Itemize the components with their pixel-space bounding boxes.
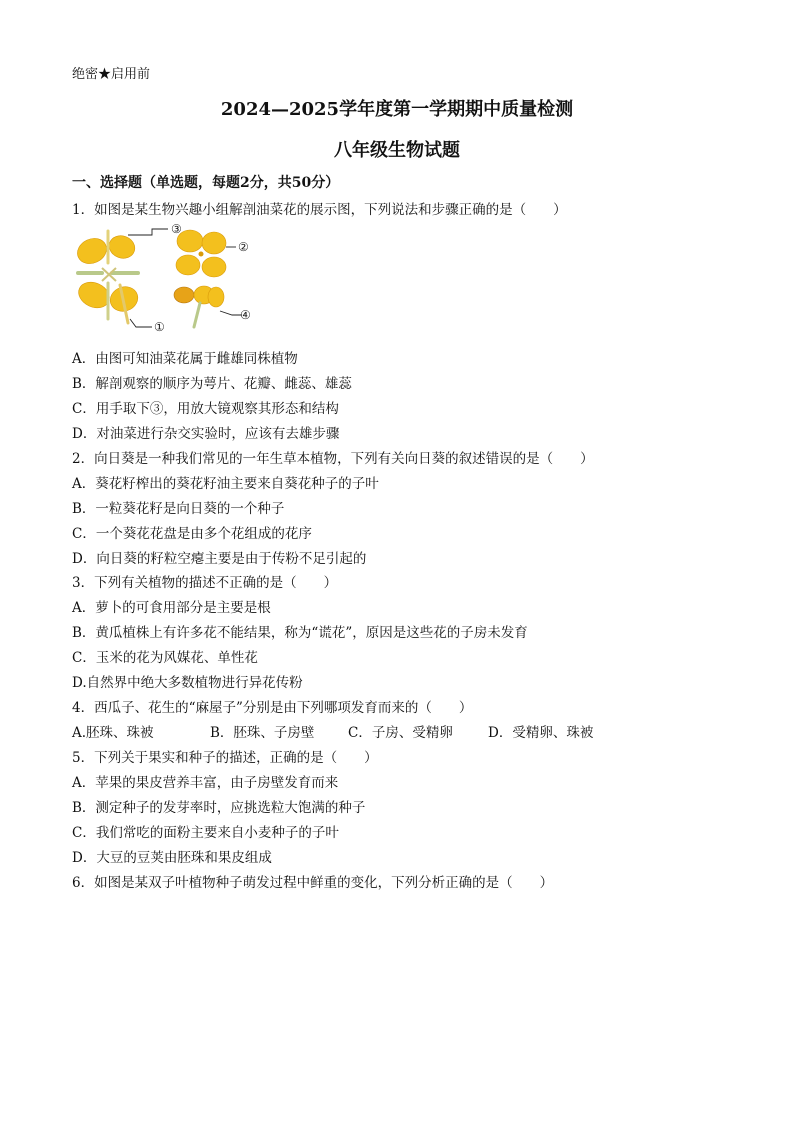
question-2-stem: 2．向日葵是一种我们常见的一年生草本植物，下列有关向日葵的叙述错误的是（ ） [72,451,594,467]
exam-title: 2024—2025学年度第一学期期中质量检测 [220,99,574,120]
figure-label-1: ① [154,320,165,334]
question-1-option-c: C．用手取下③，用放大镜观察其形态和结构 [72,401,339,417]
question-4-options [72,721,593,741]
question-3-option-a: A．萝卜的可食用部分是主要是根 [72,600,271,616]
question-4-option-d: D．受精卵、珠被 [488,725,594,741]
question-3-option-c: C．玉米的花为风媒花、单性花 [72,650,258,666]
question-5-option-a: A．苹果的果皮营养丰富，由子房壁发育而来 [72,775,339,791]
question-3-stem: 3．下列有关植物的描述不正确的是（ ） [72,575,338,591]
question-5-option-c: C．我们常吃的面粉主要来自小麦种子的子叶 [72,825,339,841]
question-1-option-a: A．由图可知油菜花属于雌雄同株植物 [72,351,298,367]
secret-label: 绝密★启用前 [72,67,151,82]
question-4-stem: 4．西瓜子、花生的“麻屋子”分别是由下列哪项发育而来的（ ） [72,700,473,716]
figure-label-3: ③ [171,223,182,236]
figure-label-2: ② [238,240,249,254]
question-2-option-b: B．一粒葵花籽是向日葵的一个种子 [72,501,285,517]
question-5-option-b: B．测定种子的发芽率时，应挑选粒大饱满的种子 [72,800,366,816]
question-1-option-d: D．对油菜进行杂交实验时，应该有去雄步骤 [72,426,340,442]
rapeseed-flower-figure [72,223,252,341]
question-4-option-b: B．胚珠、子房壁 [210,725,315,741]
question-5-stem: 5．下列关于果实和种子的描述，正确的是（ ） [72,750,378,766]
question-3-option-b: B．黄瓜植株上有许多花不能结果，称为“谎花”，原因是这些花的子房未发育 [72,625,528,641]
question-1-stem: 1．如图是某生物兴趣小组解剖油菜花的展示图，下列说法和步骤正确的是（ ） [72,202,567,218]
question-4-option-c: C．子房、受精卵 [348,725,453,741]
question-1-option-b: B．解剖观察的顺序为萼片、花瓣、雌蕊、雄蕊 [72,376,352,392]
question-2-option-a: A．葵花籽榨出的葵花籽油主要来自葵花种子的子叶 [72,476,379,492]
question-3-option-d: D.自然界中绝大多数植物进行异花传粉 [72,675,303,691]
question-6-stem: 6．如图是某双子叶植物种子萌发过程中鲜重的变化，下列分析正确的是（ ） [72,875,554,891]
flower-dissection-right [174,230,226,327]
question-2-option-c: C．一个葵花花盘是由多个花组成的花序 [72,526,312,542]
figure-label-4: ④ [240,308,251,322]
question-2-option-d: D．向日葵的籽粒空瘪主要是由于传粉不足引起的 [72,551,367,567]
section-heading: 一、选择题（单选题，每题2分，共50分） [72,175,340,191]
question-5-option-d: D．大豆的豆荚由胚珠和果皮组成 [72,850,272,866]
flower-dissection-left [73,231,141,323]
exam-subtitle: 八年级生物试题 [334,140,460,161]
question-4-option-a: A.胚珠、珠被 [72,725,154,741]
